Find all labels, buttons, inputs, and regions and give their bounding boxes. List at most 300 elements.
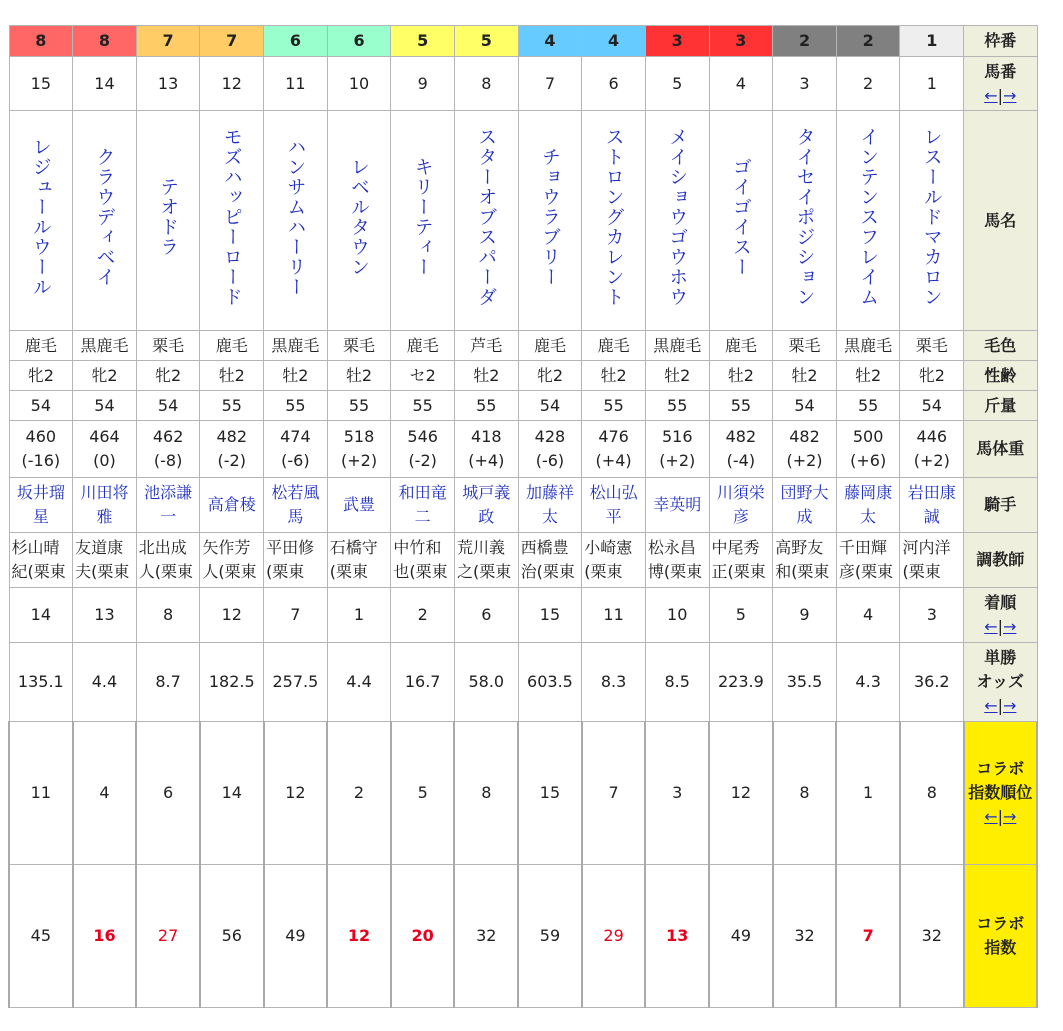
horse-name-cell bbox=[73, 111, 137, 331]
collab-index-rank: 14 bbox=[200, 722, 264, 865]
sex-age: 牡2 bbox=[327, 361, 391, 391]
horse-weight-diff: (+2) bbox=[659, 451, 696, 470]
odds-sort-left-link[interactable]: ← bbox=[984, 696, 998, 715]
odds-header-label-1: 単勝 bbox=[984, 648, 1017, 667]
collab-index-rank: 1 bbox=[836, 722, 900, 865]
coat-color: 栗毛 bbox=[773, 331, 837, 361]
horse-weight-diff: (-4) bbox=[726, 451, 756, 470]
horse-name-cell bbox=[645, 111, 709, 331]
waku-number: 3 bbox=[645, 26, 709, 57]
jockey-cell bbox=[200, 478, 264, 533]
coat-color: 鹿毛 bbox=[518, 331, 582, 361]
weight-carried: 55 bbox=[709, 391, 773, 421]
jockey-cell bbox=[709, 478, 773, 533]
collab-rank-sort-left-link[interactable]: ← bbox=[984, 807, 998, 826]
jockey-link[interactable]: 岩田康誠 bbox=[907, 483, 956, 526]
horse-weight: 474 bbox=[280, 427, 311, 446]
finish-header-label: 着順 bbox=[984, 593, 1017, 612]
trainer-cell bbox=[9, 533, 73, 588]
kinryo-row-header bbox=[964, 391, 1037, 421]
finish-position: 15 bbox=[518, 588, 582, 643]
sex-age: 牡2 bbox=[773, 361, 837, 391]
collab-index-rank: 7 bbox=[582, 722, 646, 865]
trainer-name: 北出成人(栗東 bbox=[138, 538, 194, 581]
horse-name-cell bbox=[518, 111, 582, 331]
umaban-number: 1 bbox=[900, 57, 964, 111]
umaban-number: 11 bbox=[264, 57, 328, 111]
umaban-number: 15 bbox=[9, 57, 73, 111]
trainer-cell bbox=[136, 533, 200, 588]
jockey-cell bbox=[264, 478, 328, 533]
horse-weight: 464 bbox=[89, 427, 120, 446]
win-odds: 603.5 bbox=[518, 643, 582, 722]
collab-index-rank: 2 bbox=[327, 722, 391, 865]
umaban-number: 2 bbox=[836, 57, 900, 111]
nav-separator: | bbox=[997, 617, 1003, 636]
weight-carried: 55 bbox=[645, 391, 709, 421]
trainer-cell bbox=[709, 533, 773, 588]
waku-number: 5 bbox=[391, 26, 455, 57]
nav-separator: | bbox=[997, 807, 1003, 826]
nav-separator: | bbox=[997, 696, 1003, 715]
collab-index-rank: 5 bbox=[391, 722, 455, 865]
seirei-row-header bbox=[964, 361, 1037, 391]
coat-color: 鹿毛 bbox=[200, 331, 264, 361]
sex-age: 牝2 bbox=[9, 361, 73, 391]
horse-weight-diff: (+4) bbox=[595, 451, 632, 470]
weight-carried: 54 bbox=[73, 391, 137, 421]
weight-carried: 55 bbox=[327, 391, 391, 421]
horse-name-cell bbox=[327, 111, 391, 331]
finish-position: 10 bbox=[645, 588, 709, 643]
horse-weight-cell bbox=[9, 421, 73, 478]
waku-number: 8 bbox=[73, 26, 137, 57]
trainer-cell bbox=[518, 533, 582, 588]
keiro-row-header bbox=[964, 331, 1037, 361]
horse-weight-diff: (-6) bbox=[535, 451, 565, 470]
trainer-name: 平田修(栗東 bbox=[266, 538, 315, 581]
coat-color: 栗毛 bbox=[136, 331, 200, 361]
horse-name-cell bbox=[773, 111, 837, 331]
trainer-name: 中竹和也(栗東 bbox=[393, 538, 448, 581]
trainer-name: 高野友和(栗東 bbox=[775, 538, 830, 581]
jockey-link[interactable]: 池添謙一 bbox=[144, 483, 193, 526]
waku-number: 8 bbox=[9, 26, 73, 57]
umaban-header-label: 馬番 bbox=[984, 61, 1017, 81]
horse-name-cell bbox=[454, 111, 518, 331]
waku-number: 5 bbox=[454, 26, 518, 57]
finish-sort-left-link[interactable]: ← bbox=[984, 617, 998, 636]
trainer-cell bbox=[391, 533, 455, 588]
horse-name-link[interactable]: ゴイゴイスー bbox=[729, 157, 752, 277]
finish-position: 11 bbox=[582, 588, 646, 643]
horse-name-link[interactable]: インテンスフレイム bbox=[857, 127, 880, 307]
horse-name-link[interactable]: レスールドマカロン bbox=[920, 127, 943, 307]
collab-index-row bbox=[9, 865, 1037, 1008]
horse-weight: 418 bbox=[471, 427, 502, 446]
odds-sort-right-link[interactable]: → bbox=[1003, 696, 1017, 715]
collab-index-rank: 8 bbox=[773, 722, 837, 865]
trainer-header-label: 調教師 bbox=[976, 550, 1025, 569]
weight-carried: 54 bbox=[9, 391, 73, 421]
waku-number: 6 bbox=[264, 26, 328, 57]
finish-position: 14 bbox=[9, 588, 73, 643]
collab-rank-sort-nav bbox=[984, 807, 1016, 826]
jockey-link[interactable]: 団野大成 bbox=[780, 483, 829, 526]
coat-color: 栗毛 bbox=[327, 331, 391, 361]
sex-age: 牝2 bbox=[900, 361, 964, 391]
sex-age: 牡2 bbox=[709, 361, 773, 391]
collab-index-value: 12 bbox=[327, 865, 391, 1008]
odds-header-label-2: オッズ bbox=[976, 672, 1025, 691]
win-odds: 8.7 bbox=[136, 643, 200, 722]
umaban-row bbox=[9, 57, 1037, 111]
horse-name-link[interactable]: ストロングカレント bbox=[602, 127, 625, 307]
sex-age: 牝2 bbox=[73, 361, 137, 391]
win-odds: 8.5 bbox=[645, 643, 709, 722]
umaban-number: 6 bbox=[582, 57, 646, 111]
weight-carried: 54 bbox=[900, 391, 964, 421]
horse-weight: 446 bbox=[916, 427, 948, 446]
collab-index-rank: 8 bbox=[454, 722, 518, 865]
horse-weight-diff: (-16) bbox=[21, 451, 61, 470]
win-odds: 223.9 bbox=[709, 643, 773, 722]
coat-color: 鹿毛 bbox=[391, 331, 455, 361]
race-entry-table bbox=[8, 25, 1038, 1008]
sex-age: 牝2 bbox=[136, 361, 200, 391]
win-odds: 135.1 bbox=[9, 643, 73, 722]
jockey-cell bbox=[454, 478, 518, 533]
jockey-link[interactable]: 武豊 bbox=[343, 495, 376, 514]
trainer-cell bbox=[900, 533, 964, 588]
jockey-cell bbox=[9, 478, 73, 533]
horse-weight-diff: (+2) bbox=[913, 451, 950, 470]
finish-position: 1 bbox=[327, 588, 391, 643]
horse-name-cell bbox=[836, 111, 900, 331]
trainer-name: 松永昌博(栗東 bbox=[647, 538, 703, 581]
win-odds: 4.3 bbox=[836, 643, 900, 722]
trainer-name: 千田輝彦(栗東 bbox=[838, 538, 894, 581]
weight-carried: 55 bbox=[454, 391, 518, 421]
collab-index-value: 29 bbox=[582, 865, 646, 1008]
keiro-row bbox=[9, 331, 1037, 361]
umaban-number: 7 bbox=[518, 57, 582, 111]
jockey-link[interactable]: 坂井瑠星 bbox=[16, 483, 65, 526]
waku-number: 7 bbox=[200, 26, 264, 57]
horse-name-cell bbox=[200, 111, 264, 331]
horse-weight-cell bbox=[391, 421, 455, 478]
jockey-cell bbox=[136, 478, 200, 533]
horse-weight: 500 bbox=[852, 427, 884, 446]
finish-position: 4 bbox=[836, 588, 900, 643]
collab-index-value: 7 bbox=[836, 865, 900, 1008]
finish-position: 2 bbox=[391, 588, 455, 643]
sex-age: 牡2 bbox=[836, 361, 900, 391]
finish-row bbox=[9, 588, 1037, 643]
seirei-header-label: 性齢 bbox=[984, 365, 1017, 385]
collab-index-rank: 4 bbox=[73, 722, 137, 865]
umaban-number: 12 bbox=[200, 57, 264, 111]
waku-row-header bbox=[964, 26, 1037, 57]
trainer-cell bbox=[200, 533, 264, 588]
jockey-link[interactable]: 幸英明 bbox=[653, 495, 702, 514]
horse-weight-cell bbox=[73, 421, 137, 478]
jockey-link[interactable]: 和田竜二 bbox=[398, 483, 447, 526]
horse-name-link[interactable]: メイショウゴウホウ bbox=[666, 127, 689, 307]
jockey-link[interactable]: 川須栄彦 bbox=[716, 483, 765, 526]
coat-color: 栗毛 bbox=[900, 331, 964, 361]
weight-carried: 55 bbox=[582, 391, 646, 421]
jockey-cell bbox=[73, 478, 137, 533]
collab-index-value: 27 bbox=[136, 865, 200, 1008]
win-odds: 58.0 bbox=[454, 643, 518, 722]
waku-number: 3 bbox=[709, 26, 773, 57]
waku-number: 7 bbox=[136, 26, 200, 57]
jockey-cell bbox=[518, 478, 582, 533]
horse-name-link[interactable]: クラウディベイ bbox=[93, 147, 116, 287]
jockey-row bbox=[9, 478, 1037, 533]
trainer-name: 西橋豊治(栗東 bbox=[520, 538, 575, 581]
bataiju-row bbox=[9, 421, 1037, 478]
weight-carried: 55 bbox=[836, 391, 900, 421]
horse-name-link[interactable]: ハンサムハーリー bbox=[284, 137, 307, 297]
collab-index-rank: 15 bbox=[518, 722, 582, 865]
umaban-sort-left-link[interactable]: ← bbox=[984, 85, 998, 105]
collab-rank-row-header bbox=[964, 722, 1037, 865]
collab-index-value: 13 bbox=[645, 865, 709, 1008]
collab-index-rank: 6 bbox=[136, 722, 200, 865]
nav-separator: | bbox=[997, 85, 1003, 105]
horse-weight-diff: (-8) bbox=[153, 451, 183, 470]
collab-rank-header-label-1: コラボ bbox=[976, 759, 1025, 778]
sex-age: 牡2 bbox=[454, 361, 518, 391]
horse-weight-cell bbox=[200, 421, 264, 478]
odds-sort-nav bbox=[984, 696, 1016, 715]
umaban-number: 5 bbox=[645, 57, 709, 111]
horse-name-link[interactable]: レベルタウン bbox=[348, 157, 371, 277]
horse-weight-diff: (-6) bbox=[281, 451, 310, 470]
trainer-cell bbox=[454, 533, 518, 588]
collab-index-rank: 8 bbox=[900, 722, 964, 865]
horse-weight: 476 bbox=[598, 427, 629, 446]
horse-name-cell bbox=[9, 111, 73, 331]
collab-index-value: 59 bbox=[518, 865, 582, 1008]
finish-position: 6 bbox=[454, 588, 518, 643]
sex-age: 牡2 bbox=[645, 361, 709, 391]
jockey-cell bbox=[391, 478, 455, 533]
coat-color: 鹿毛 bbox=[9, 331, 73, 361]
coat-color: 芦毛 bbox=[454, 331, 518, 361]
horse-name-cell bbox=[264, 111, 328, 331]
trainer-cell bbox=[773, 533, 837, 588]
finish-position: 8 bbox=[136, 588, 200, 643]
collab-index-value: 32 bbox=[900, 865, 964, 1008]
finish-position: 7 bbox=[264, 588, 328, 643]
umaban-number: 3 bbox=[773, 57, 837, 111]
win-odds: 16.7 bbox=[391, 643, 455, 722]
weight-carried: 54 bbox=[773, 391, 837, 421]
horse-name-link[interactable]: テオドラ bbox=[157, 177, 180, 257]
finish-position: 9 bbox=[773, 588, 837, 643]
horse-name-link[interactable]: スターオブスパーダ bbox=[475, 127, 498, 307]
jockey-link[interactable]: 高倉稜 bbox=[207, 495, 256, 514]
collab-index-value: 56 bbox=[200, 865, 264, 1008]
horse-weight-cell bbox=[836, 421, 900, 478]
umaban-number: 4 bbox=[709, 57, 773, 111]
horse-name-cell bbox=[709, 111, 773, 331]
finish-position: 12 bbox=[200, 588, 264, 643]
jockey-cell bbox=[836, 478, 900, 533]
horse-weight: 460 bbox=[25, 427, 57, 446]
waku-number: 4 bbox=[518, 26, 582, 57]
collab-index-value: 45 bbox=[9, 865, 73, 1008]
horse-name-cell bbox=[900, 111, 964, 331]
horse-name-cell bbox=[391, 111, 455, 331]
seirei-row bbox=[9, 361, 1037, 391]
collab-index-header-label-2: 指数 bbox=[984, 938, 1017, 957]
coat-color: 黒鹿毛 bbox=[73, 331, 137, 361]
horse-weight-diff: (-2) bbox=[408, 451, 437, 470]
kinryo-row bbox=[9, 391, 1037, 421]
coat-color: 黒鹿毛 bbox=[836, 331, 900, 361]
collab-index-rank: 11 bbox=[9, 722, 73, 865]
trainer-name: 杉山晴紀(栗東 bbox=[11, 538, 66, 581]
horse-name-link[interactable]: キリーティー bbox=[411, 157, 434, 277]
horse-weight-diff: (+2) bbox=[786, 451, 823, 470]
kinryo-header-label: 斤量 bbox=[984, 395, 1017, 415]
jockey-cell bbox=[900, 478, 964, 533]
collab-index-value: 32 bbox=[773, 865, 837, 1008]
waku-number: 1 bbox=[900, 26, 964, 57]
horse-name-link[interactable]: タイセイポジション bbox=[793, 127, 816, 307]
name-row-header bbox=[964, 111, 1037, 331]
jockey-cell bbox=[327, 478, 391, 533]
horse-name-cell bbox=[136, 111, 200, 331]
jockey-link[interactable]: 城戸義政 bbox=[462, 483, 511, 526]
coat-color: 黒鹿毛 bbox=[645, 331, 709, 361]
bataiju-header-label: 馬体重 bbox=[976, 439, 1025, 458]
trainer-name: 石橋守(栗東 bbox=[329, 538, 378, 581]
trainer-name: 河内洋(栗東 bbox=[902, 538, 951, 581]
trainer-name: 荒川義之(栗東 bbox=[456, 538, 512, 581]
sex-age: 牝2 bbox=[518, 361, 582, 391]
trainer-name: 中尾秀正(栗東 bbox=[711, 538, 766, 581]
weight-carried: 55 bbox=[391, 391, 455, 421]
name-header-label: 馬名 bbox=[984, 210, 1017, 230]
waku-number: 6 bbox=[327, 26, 391, 57]
horse-weight: 482 bbox=[725, 427, 757, 446]
horse-name-link[interactable]: レジュールウール bbox=[29, 137, 52, 297]
horse-weight-cell bbox=[773, 421, 837, 478]
finish-sort-nav bbox=[984, 617, 1016, 636]
horse-weight-diff: (-2) bbox=[217, 451, 246, 470]
collab-index-rank: 12 bbox=[709, 722, 773, 865]
waku-number: 2 bbox=[836, 26, 900, 57]
sex-age: セ2 bbox=[391, 361, 455, 391]
umaban-number: 8 bbox=[454, 57, 518, 111]
finish-row-header bbox=[964, 588, 1037, 643]
odds-row-header bbox=[964, 643, 1037, 722]
umaban-row-header bbox=[964, 57, 1037, 111]
finish-sort-right-link[interactable]: → bbox=[1003, 617, 1017, 636]
jockey-link[interactable]: 藤岡康太 bbox=[844, 483, 893, 526]
collab-index-value: 20 bbox=[391, 865, 455, 1008]
sex-age: 牡2 bbox=[264, 361, 328, 391]
win-odds: 4.4 bbox=[327, 643, 391, 722]
collab-index-value: 49 bbox=[709, 865, 773, 1008]
trainer-cell bbox=[73, 533, 137, 588]
finish-position: 3 bbox=[900, 588, 964, 643]
coat-color: 鹿毛 bbox=[582, 331, 646, 361]
collab-index-value: 16 bbox=[73, 865, 137, 1008]
horse-weight-cell bbox=[900, 421, 964, 478]
jockey-cell bbox=[645, 478, 709, 533]
collab-index-rank: 12 bbox=[264, 722, 328, 865]
trainer-cell bbox=[582, 533, 646, 588]
collab-rank-sort-right-link[interactable]: → bbox=[1003, 807, 1017, 826]
horse-name-link[interactable]: モズハッピーロード bbox=[220, 127, 243, 307]
jockey-cell bbox=[773, 478, 837, 533]
trainer-name: 矢作芳人(栗東 bbox=[202, 538, 257, 581]
jockey-cell bbox=[582, 478, 646, 533]
weight-carried: 55 bbox=[200, 391, 264, 421]
umaban-sort-right-link[interactable]: → bbox=[1003, 85, 1017, 105]
horse-weight-cell bbox=[645, 421, 709, 478]
trainer-name: 小崎憲(栗東 bbox=[584, 538, 633, 581]
horse-weight-cell bbox=[709, 421, 773, 478]
horse-weight-diff: (0) bbox=[93, 451, 116, 470]
finish-position: 13 bbox=[73, 588, 137, 643]
coat-color: 鹿毛 bbox=[709, 331, 773, 361]
win-odds: 8.3 bbox=[582, 643, 646, 722]
horse-name-link[interactable]: チョウラブリー bbox=[538, 147, 561, 287]
coat-color: 黒鹿毛 bbox=[264, 331, 328, 361]
weight-carried: 54 bbox=[136, 391, 200, 421]
jockey-link[interactable]: 加藤祥太 bbox=[525, 483, 574, 526]
weight-carried: 55 bbox=[264, 391, 328, 421]
umaban-number: 14 bbox=[73, 57, 137, 111]
win-odds: 36.2 bbox=[900, 643, 964, 722]
horse-weight: 546 bbox=[407, 427, 438, 446]
trainer-cell bbox=[264, 533, 328, 588]
horse-weight-diff: (+2) bbox=[340, 451, 378, 470]
collab-rank-header-label-2: 指数順位 bbox=[968, 783, 1033, 802]
horse-weight: 482 bbox=[216, 427, 248, 446]
horse-weight-diff: (+4) bbox=[468, 451, 505, 470]
horse-weight-cell bbox=[518, 421, 582, 478]
sex-age: 牡2 bbox=[582, 361, 646, 391]
waku-header-label: 枠番 bbox=[984, 31, 1017, 50]
horse-weight: 482 bbox=[789, 427, 820, 446]
trainer-cell bbox=[645, 533, 709, 588]
jockey-link[interactable]: 松山弘平 bbox=[589, 483, 638, 526]
collab-rank-row bbox=[9, 722, 1037, 865]
collab-index-header-label-1: コラボ bbox=[976, 914, 1025, 933]
jockey-link[interactable]: 川田将雅 bbox=[80, 483, 129, 526]
umaban-number: 9 bbox=[391, 57, 455, 111]
horse-weight-cell bbox=[454, 421, 518, 478]
waku-row bbox=[9, 26, 1037, 57]
win-odds: 257.5 bbox=[264, 643, 328, 722]
horse-weight-cell bbox=[136, 421, 200, 478]
jockey-link[interactable]: 松若風馬 bbox=[271, 483, 320, 526]
horse-name-cell bbox=[582, 111, 646, 331]
sex-age: 牡2 bbox=[200, 361, 264, 391]
weight-carried: 54 bbox=[518, 391, 582, 421]
trainer-row-header bbox=[964, 533, 1037, 588]
win-odds: 182.5 bbox=[200, 643, 264, 722]
keiro-header-label: 毛色 bbox=[984, 335, 1017, 355]
